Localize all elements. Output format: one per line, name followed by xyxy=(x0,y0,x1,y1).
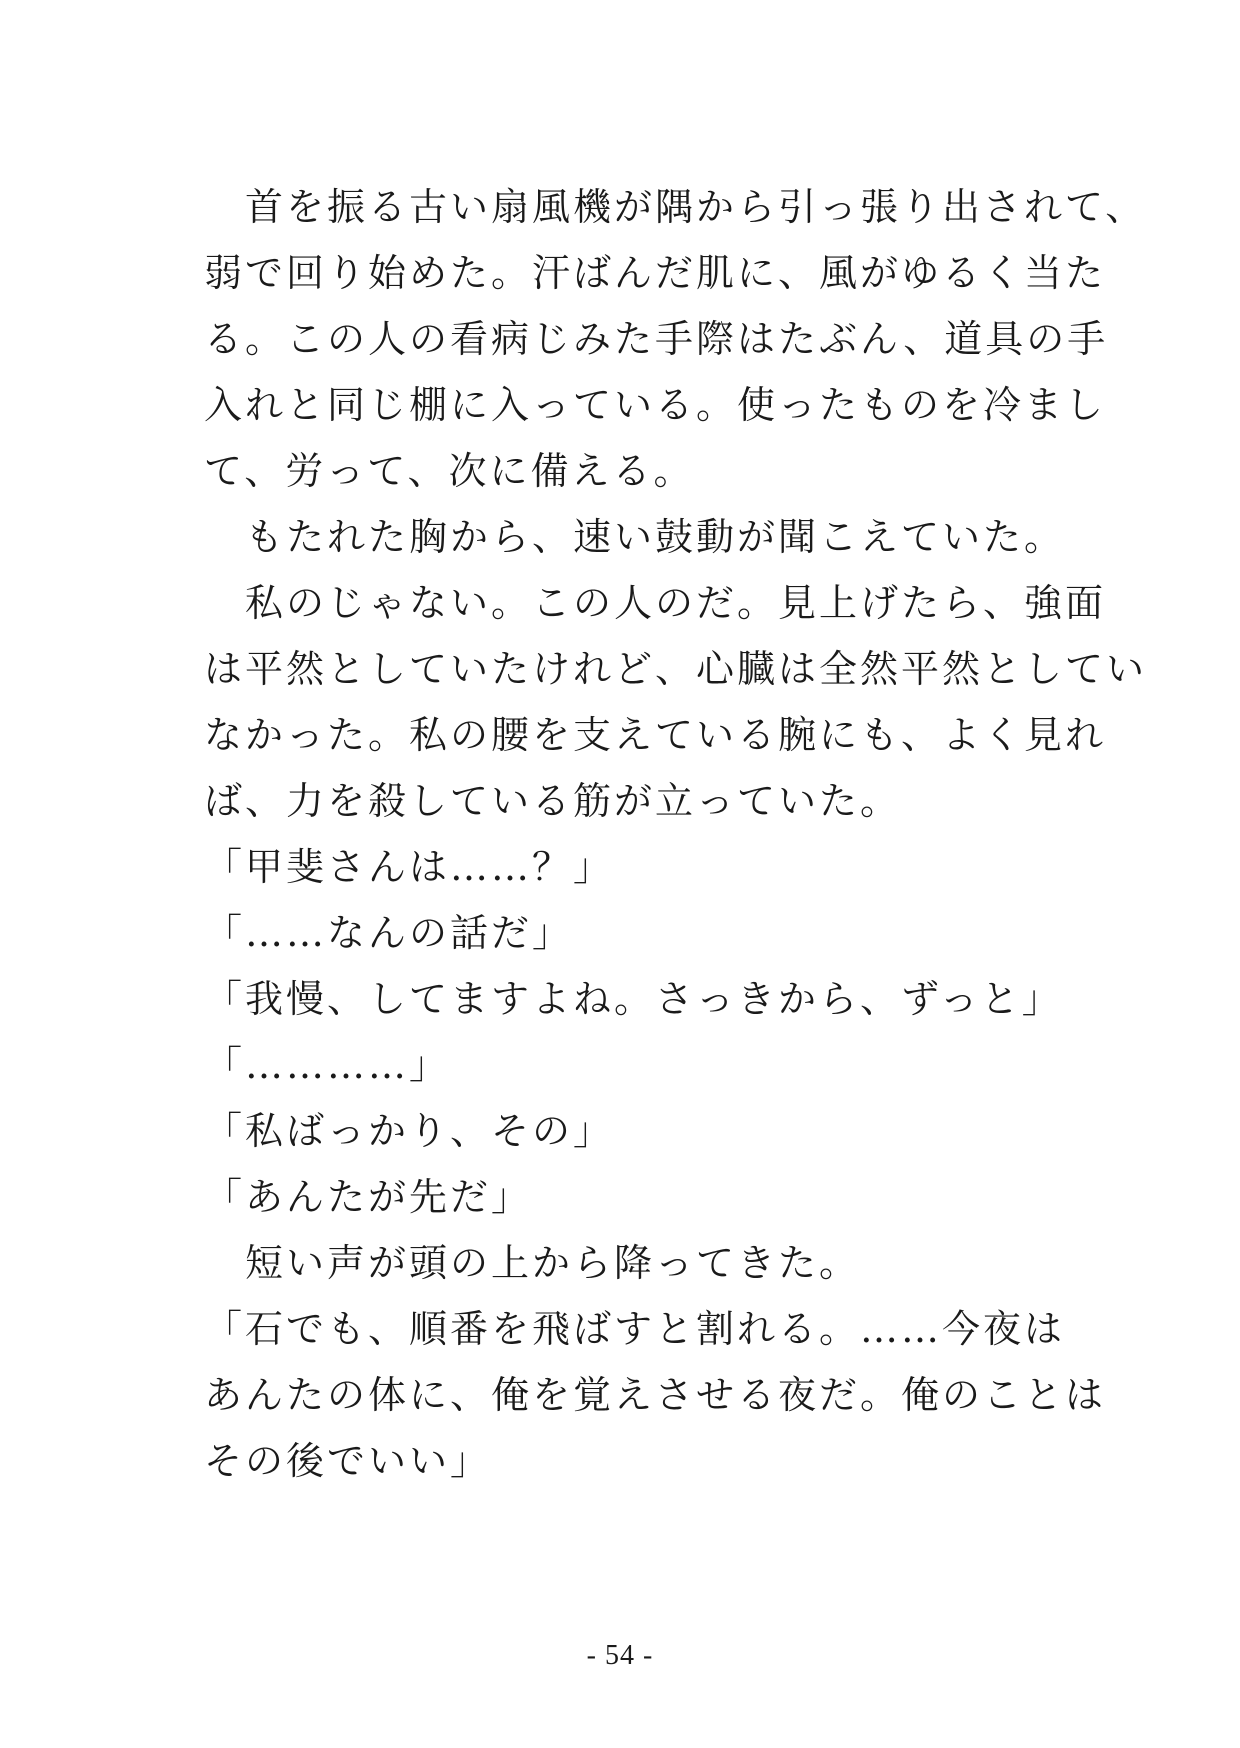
dialogue-line: 「…………」 xyxy=(204,1043,451,1087)
text-line: 弱で回り始めた。汗ばんだ肌に、風がゆるく当た xyxy=(204,251,1107,295)
text-line: て、労って、次に備える。 xyxy=(204,449,695,493)
dialogue-line: 「……なんの話だ」 xyxy=(204,911,574,955)
text-line: は平然としていたけれど、心臓は全然平然としてい xyxy=(204,647,1148,691)
dialogue-line: 「甲斐さんは……？」 xyxy=(204,845,615,889)
text-line: る。この人の看病じみた手際はたぶん、道具の手 xyxy=(204,317,1109,361)
dialogue-line: 「石でも、順番を飛ばすと割れる。……今夜は xyxy=(204,1307,1066,1351)
dialogue-line: あんたの体に、俺を覚えさせる夜だ。俺のことは xyxy=(204,1373,1107,1417)
text-line: 私のじゃない。この人のだ。見上げたら、強面 xyxy=(204,581,1107,625)
text-line: 首を振る古い扇風機が隅から引っ張り出されて、 xyxy=(204,185,1147,229)
dialogue-line: 「我慢、してますよね。さっきから、ずっと」 xyxy=(204,977,1063,1021)
body-text xyxy=(204,174,1148,1494)
page-number: - 54 - xyxy=(586,1640,654,1671)
text-line: ば、力を殺している筋が立っていた。 xyxy=(204,779,902,823)
text-line: 短い声が頭の上から降ってきた。 xyxy=(204,1241,861,1285)
text-line: なかった。私の腰を支えている腕にも、よく見れ xyxy=(204,713,1107,757)
dialogue-line: 「あんたが先だ」 xyxy=(204,1175,533,1219)
text-line: 入れと同じ棚に入っている。使ったものを冷まし xyxy=(204,383,1107,427)
dialogue-line: 「私ばっかり、その」 xyxy=(204,1109,615,1153)
text-line: もたれた胸から、速い鼓動が聞こえていた。 xyxy=(204,515,1066,559)
dialogue-line: その後でいい」 xyxy=(204,1439,492,1483)
